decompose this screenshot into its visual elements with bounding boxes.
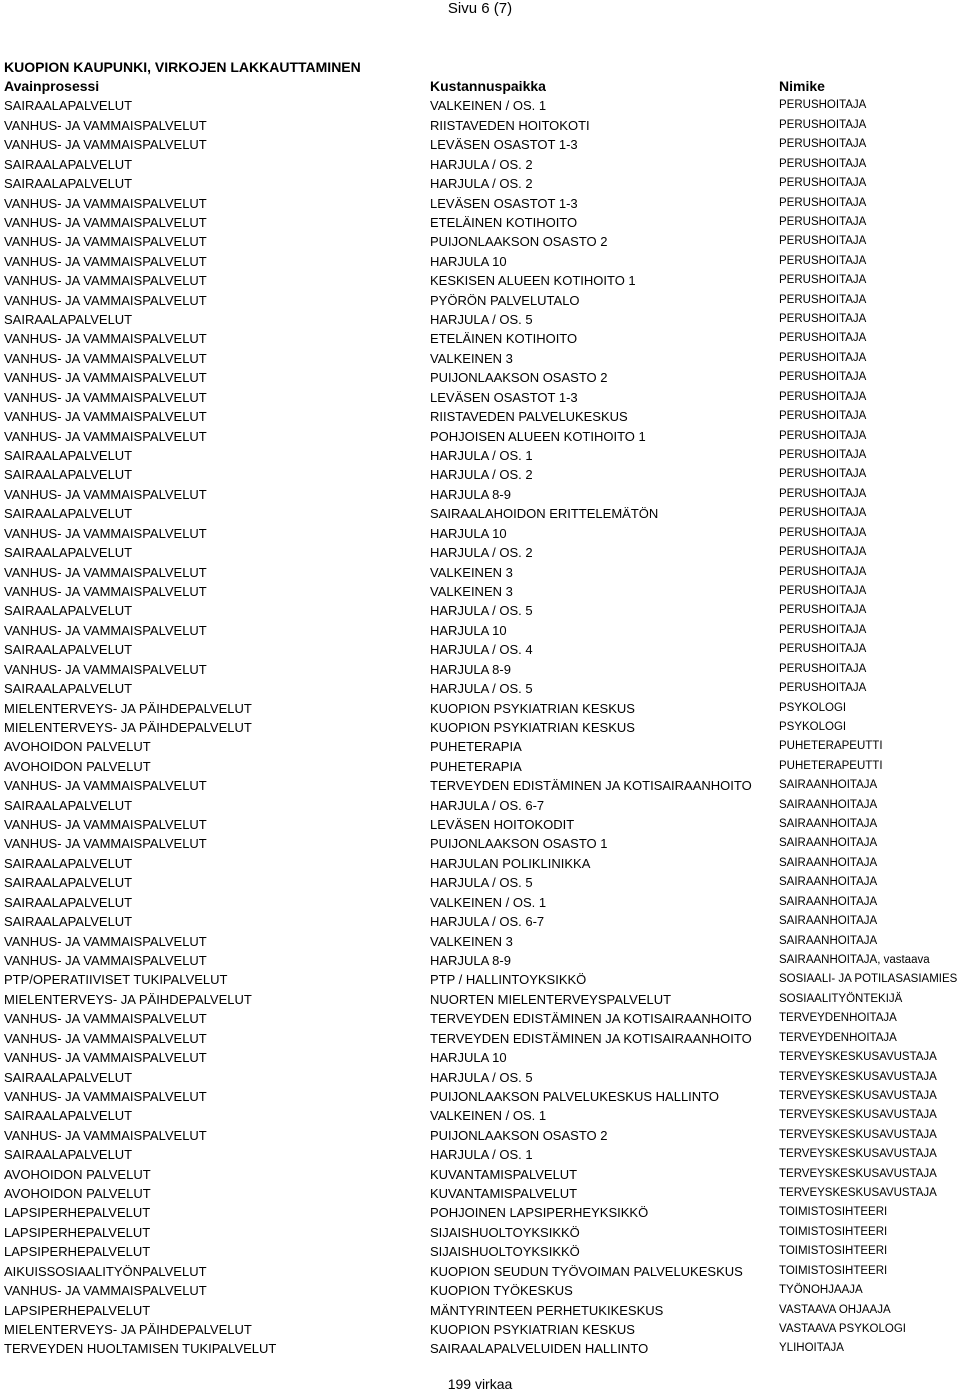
column-header-process: Avainprosessi: [4, 78, 100, 94]
cell-cost-center: VALKEINEN / OS. 1: [430, 894, 547, 910]
cell-cost-center: HARJULA / OS. 5: [430, 312, 533, 328]
cell-title: PERUSHOITAJA: [779, 390, 867, 403]
cell-process: VANHUS- JA VAMMAISPALVELUT: [4, 564, 207, 580]
table-row: [4, 368, 960, 387]
cell-process: SAIRAALAPALVELUT: [4, 603, 133, 619]
cell-process: VANHUS- JA VAMMAISPALVELUT: [4, 1127, 207, 1143]
table-row: [4, 621, 960, 640]
cell-title: VASTAAVA OHJAAJA: [779, 1303, 891, 1316]
positions-table: [4, 77, 960, 1359]
cell-process: VANHUS- JA VAMMAISPALVELUT: [4, 195, 207, 211]
cell-title: TOIMISTOSIHTEERI: [779, 1206, 888, 1219]
cell-title: PSYKOLOGI: [779, 720, 847, 733]
cell-cost-center: PUIJONLAAKSON PALVELUKESKUS HALLINTO: [430, 1088, 719, 1104]
cell-cost-center: HARJULA 10: [430, 1050, 507, 1066]
table-row: [4, 776, 960, 795]
cell-process: VANHUS- JA VAMMAISPALVELUT: [4, 1283, 207, 1299]
cell-process: AVOHOIDON PALVELUT: [4, 1186, 151, 1202]
table-row: [4, 96, 960, 115]
table-row: [4, 1301, 960, 1320]
cell-process: VANHUS- JA VAMMAISPALVELUT: [4, 292, 207, 308]
cell-cost-center: KUOPION TYÖKESKUS: [430, 1283, 573, 1299]
cell-title: TERVEYSKESKUSAVUSTAJA: [779, 1109, 937, 1122]
cell-process: LAPSIPERHEPALVELUT: [4, 1205, 151, 1221]
table-row: [4, 932, 960, 951]
cell-title: SOSIAALITYÖNTEKIJÄ: [779, 992, 903, 1005]
cell-cost-center: HARJULA / OS. 5: [430, 1069, 533, 1085]
cell-title: PERUSHOITAJA: [779, 604, 867, 617]
table-row: [4, 135, 960, 154]
table-row: [4, 1242, 960, 1261]
column-header-cost-center: Kustannuspaikka: [430, 78, 546, 94]
cell-cost-center: SIJAISHUOLTOYKSIKKÖ: [430, 1224, 580, 1240]
cell-process: VANHUS- JA VAMMAISPALVELUT: [4, 389, 207, 405]
cell-process: LAPSIPERHEPALVELUT: [4, 1244, 151, 1260]
cell-title: SAIRAANHOITAJA: [779, 798, 878, 811]
cell-cost-center: VALKEINEN 3: [430, 564, 513, 580]
table-row: [4, 1029, 960, 1048]
cell-title: SAIRAANHOITAJA: [779, 818, 878, 831]
table-row: [4, 446, 960, 465]
table-row: [4, 1068, 960, 1087]
cell-process: VANHUS- JA VAMMAISPALVELUT: [4, 214, 207, 230]
cell-process: MIELENTERVEYS- JA PÄIHDEPALVELUT: [4, 991, 252, 1007]
cell-cost-center: VALKEINEN 3: [430, 583, 513, 599]
cell-title: SAIRAANHOITAJA: [779, 895, 878, 908]
cell-cost-center: TERVEYDEN EDISTÄMINEN JA KOTISAIRAANHOITO: [430, 778, 752, 794]
cell-cost-center: LEVÄSEN HOITOKODIT: [430, 817, 575, 833]
cell-cost-center: PTP / HALLINTOYKSIKKÖ: [430, 972, 587, 988]
cell-process: SAIRAALAPALVELUT: [4, 797, 133, 813]
cell-cost-center: KESKISEN ALUEEN KOTIHOITO 1: [430, 273, 636, 289]
cell-cost-center: VALKEINEN 3: [430, 933, 513, 949]
table-row: [4, 970, 960, 989]
cell-process: VANHUS- JA VAMMAISPALVELUT: [4, 622, 207, 638]
page-number: Sivu 6 (7): [447, 0, 513, 17]
cell-cost-center: SIJAISHUOLTOYKSIKKÖ: [430, 1244, 580, 1260]
cell-process: SAIRAALAPALVELUT: [4, 1108, 133, 1124]
cell-cost-center: TERVEYDEN EDISTÄMINEN JA KOTISAIRAANHOITO: [430, 1011, 752, 1027]
table-row: [4, 1262, 960, 1281]
cell-process: VANHUS- JA VAMMAISPALVELUT: [4, 836, 207, 852]
cell-title: PERUSHOITAJA: [779, 177, 867, 190]
table-row: [4, 388, 960, 407]
cell-cost-center: HARJULA 10: [430, 622, 507, 638]
cell-title: PERUSHOITAJA: [779, 546, 867, 559]
cell-cost-center: LEVÄSEN OSASTOT 1-3: [430, 195, 578, 211]
table-row: [4, 271, 960, 290]
cell-cost-center: PUIJONLAAKSON OSASTO 2: [430, 370, 608, 386]
total-count: 199 virkaa: [447, 1376, 513, 1392]
table-body: [4, 96, 960, 1358]
cell-process: SAIRAALAPALVELUT: [4, 1147, 133, 1163]
cell-cost-center: HARJULA / OS. 4: [430, 642, 533, 658]
cell-process: AVOHOIDON PALVELUT: [4, 1166, 151, 1182]
table-row: [4, 1184, 960, 1203]
cell-cost-center: HARJULA / OS. 5: [430, 603, 533, 619]
cell-process: SAIRAALAPALVELUT: [4, 176, 133, 192]
table-row: [4, 349, 960, 368]
cell-title: PERUSHOITAJA: [779, 99, 867, 112]
table-row: [4, 834, 960, 853]
cell-cost-center: PUHETERAPIA: [430, 758, 522, 774]
cell-cost-center: VALKEINEN 3: [430, 350, 513, 366]
cell-title: PERUSHOITAJA: [779, 623, 867, 636]
cell-cost-center: HARJULA 8-9: [430, 486, 511, 502]
cell-process: SAIRAALAPALVELUT: [4, 642, 133, 658]
table-row: [4, 1281, 960, 1300]
cell-title: SAIRAANHOITAJA: [779, 837, 878, 850]
cell-process: AVOHOIDON PALVELUT: [4, 758, 151, 774]
table-row: [4, 504, 960, 523]
cell-cost-center: TERVEYDEN EDISTÄMINEN JA KOTISAIRAANHOITO: [430, 1030, 752, 1046]
cell-process: PTP/OPERATIIVISET TUKIPALVELUT: [4, 972, 228, 988]
cell-process: MIELENTERVEYS- JA PÄIHDEPALVELUT: [4, 1322, 252, 1337]
cell-title: PERUSHOITAJA: [779, 487, 867, 500]
cell-title: PERUSHOITAJA: [779, 410, 867, 423]
cell-process: VANHUS- JA VAMMAISPALVELUT: [4, 661, 207, 677]
table-row: [4, 252, 960, 271]
cell-title: PERUSHOITAJA: [779, 526, 867, 539]
cell-process: SAIRAALAPALVELUT: [4, 855, 133, 871]
cell-process: SAIRAALAPALVELUT: [4, 467, 133, 483]
cell-process: VANHUS- JA VAMMAISPALVELUT: [4, 486, 207, 502]
cell-process: VANHUS- JA VAMMAISPALVELUT: [4, 137, 207, 153]
table-row: [4, 1087, 960, 1106]
table-row: [4, 873, 960, 892]
cell-title: TOIMISTOSIHTEERI: [779, 1245, 888, 1258]
table-row: [4, 407, 960, 426]
table-row: [4, 174, 960, 193]
cell-title: PERUSHOITAJA: [779, 332, 867, 345]
cell-cost-center: ETELÄINEN KOTIHOITO: [430, 331, 578, 347]
table-row: [4, 1106, 960, 1125]
cell-process: SAIRAALAPALVELUT: [4, 1069, 133, 1085]
table-row: [4, 1126, 960, 1145]
cell-process: AIKUISSOSIAALITYÖNPALVELUT: [4, 1263, 207, 1279]
cell-title: PUHETERAPEUTTI: [779, 740, 883, 753]
table-row: [4, 427, 960, 446]
cell-title: TERVEYSKESKUSAVUSTAJA: [779, 1187, 937, 1200]
cell-process: VANHUS- JA VAMMAISPALVELUT: [4, 234, 207, 250]
table-row: [4, 194, 960, 213]
table-row: [4, 232, 960, 251]
table-row: [4, 1223, 960, 1242]
cell-process: VANHUS- JA VAMMAISPALVELUT: [4, 409, 207, 425]
cell-process: VANHUS- JA VAMMAISPALVELUT: [4, 933, 207, 949]
cell-cost-center: PUHETERAPIA: [430, 739, 522, 755]
cell-cost-center: VALKEINEN / OS. 1: [430, 1108, 547, 1124]
table-row: [4, 757, 960, 776]
cell-cost-center: RIISTAVEDEN PALVELUKESKUS: [430, 409, 628, 425]
table-row: [4, 1145, 960, 1164]
table-row: [4, 1203, 960, 1222]
cell-process: VANHUS- JA VAMMAISPALVELUT: [4, 952, 207, 968]
cell-cost-center: POHJOISEN ALUEEN KOTIHOITO 1: [430, 428, 646, 444]
table-row: [4, 543, 960, 562]
table-row: [4, 737, 960, 756]
cell-title: TERVEYSKESKUSAVUSTAJA: [779, 1070, 937, 1083]
cell-cost-center: HARJULA / OS. 2: [430, 467, 533, 483]
table-row: [4, 854, 960, 873]
cell-cost-center: HARJULA 10: [430, 525, 507, 541]
cell-process: VANHUS- JA VAMMAISPALVELUT: [4, 1030, 207, 1046]
cell-process: SAIRAALAPALVELUT: [4, 875, 133, 891]
cell-process: VANHUS- JA VAMMAISPALVELUT: [4, 525, 207, 541]
table-row: [4, 563, 960, 582]
cell-process: SAIRAALAPALVELUT: [4, 448, 133, 464]
cell-cost-center: PUIJONLAAKSON OSASTO 2: [430, 1127, 608, 1143]
table-row: [4, 485, 960, 504]
cell-process: VANHUS- JA VAMMAISPALVELUT: [4, 778, 207, 794]
cell-cost-center: SAIRAALAPALVELUIDEN HALLINTO: [430, 1341, 649, 1357]
cell-process: MIELENTERVEYS- JA PÄIHDEPALVELUT: [4, 719, 252, 735]
table-row: [4, 116, 960, 135]
table-row: [4, 640, 960, 659]
cell-title: TOIMISTOSIHTEERI: [779, 1225, 888, 1238]
cell-cost-center: HARJULA 8-9: [430, 952, 511, 968]
cell-process: VANHUS- JA VAMMAISPALVELUT: [4, 583, 207, 599]
cell-cost-center: MÄNTYRINTEEN PERHETUKIKESKUS: [430, 1302, 664, 1318]
cell-cost-center: VALKEINEN / OS. 1: [430, 98, 547, 114]
table-row: [4, 582, 960, 601]
cell-title: TERVEYSKESKUSAVUSTAJA: [779, 1089, 937, 1102]
cell-process: TERVEYDEN HUOLTAMISEN TUKIPALVELUT: [4, 1341, 277, 1357]
table-row: [4, 524, 960, 543]
cell-cost-center: HARJULA 10: [430, 253, 507, 269]
cell-title: PERUSHOITAJA: [779, 429, 867, 442]
cell-title: PERUSHOITAJA: [779, 584, 867, 597]
cell-title: PERUSHOITAJA: [779, 138, 867, 151]
cell-cost-center: PUIJONLAAKSON OSASTO 2: [430, 234, 608, 250]
cell-process: SAIRAALAPALVELUT: [4, 894, 133, 910]
cell-process: SAIRAALAPALVELUT: [4, 681, 133, 697]
table-row: [4, 660, 960, 679]
cell-title: TERVEYSKESKUSAVUSTAJA: [779, 1148, 937, 1161]
cell-cost-center: ETELÄINEN KOTIHOITO: [430, 214, 578, 230]
cell-cost-center: LEVÄSEN OSASTOT 1-3: [430, 137, 578, 153]
table-row: [4, 796, 960, 815]
cell-title: VASTAAVA PSYKOLOGI: [779, 1323, 906, 1335]
table-row: [4, 718, 960, 737]
cell-cost-center: HARJULAN POLIKLINIKKA: [430, 855, 591, 871]
cell-title: SAIRAANHOITAJA: [779, 915, 878, 928]
cell-cost-center: HARJULA / OS. 5: [430, 875, 533, 891]
table-row: [4, 1009, 960, 1028]
cell-process: VANHUS- JA VAMMAISPALVELUT: [4, 350, 207, 366]
cell-title: PERUSHOITAJA: [779, 351, 867, 364]
cell-cost-center: RIISTAVEDEN HOITOKOTI: [430, 117, 590, 133]
table-row: [4, 601, 960, 620]
cell-process: VANHUS- JA VAMMAISPALVELUT: [4, 273, 207, 289]
cell-cost-center: SAIRAALAHOIDON ERITTELEMÄTÖN: [430, 506, 659, 522]
cell-title: PERUSHOITAJA: [779, 507, 867, 520]
cell-title: PERUSHOITAJA: [779, 371, 867, 384]
cell-title: PERUSHOITAJA: [779, 565, 867, 578]
cell-process: LAPSIPERHEPALVELUT: [4, 1224, 151, 1240]
cell-title: PERUSHOITAJA: [779, 449, 867, 462]
table-header-row: [4, 77, 960, 96]
cell-title: PSYKOLOGI: [779, 701, 847, 714]
table-row: [4, 912, 960, 931]
table-row: [4, 310, 960, 329]
cell-title: SAIRAANHOITAJA: [779, 934, 878, 947]
cell-process: VANHUS- JA VAMMAISPALVELUT: [4, 331, 207, 347]
cell-cost-center: KUOPION SEUDUN TYÖVOIMAN PALVELUKESKUS: [430, 1263, 743, 1279]
cell-process: SAIRAALAPALVELUT: [4, 506, 133, 522]
cell-title: TERVEYDENHOITAJA: [779, 1031, 897, 1044]
cell-process: VANHUS- JA VAMMAISPALVELUT: [4, 370, 207, 386]
cell-title: PERUSHOITAJA: [779, 157, 867, 170]
cell-process: SAIRAALAPALVELUT: [4, 545, 133, 561]
cell-process: AVOHOIDON PALVELUT: [4, 739, 151, 755]
cell-process: MIELENTERVEYS- JA PÄIHDEPALVELUT: [4, 700, 252, 716]
cell-process: LAPSIPERHEPALVELUT: [4, 1302, 151, 1318]
cell-title: PERUSHOITAJA: [779, 235, 867, 248]
column-header-title: Nimike: [779, 78, 825, 94]
cell-title: SAIRAANHOITAJA, vastaava: [779, 953, 930, 966]
cell-process: VANHUS- JA VAMMAISPALVELUT: [4, 1011, 207, 1027]
table-row: [4, 1339, 960, 1358]
cell-cost-center: LEVÄSEN OSASTOT 1-3: [430, 389, 578, 405]
cell-title: SAIRAANHOITAJA: [779, 856, 878, 869]
cell-title: PERUSHOITAJA: [779, 274, 867, 287]
table-row: [4, 815, 960, 834]
table-row: [4, 990, 960, 1009]
cell-cost-center: KUOPION PSYKIATRIAN KESKUS: [430, 719, 635, 735]
cell-process: SAIRAALAPALVELUT: [4, 914, 133, 930]
cell-title: TERVEYSKESKUSAVUSTAJA: [779, 1167, 937, 1180]
cell-cost-center: KUOPION PSYKIATRIAN KESKUS: [430, 700, 635, 716]
cell-title: PERUSHOITAJA: [779, 196, 867, 209]
cell-cost-center: PUIJONLAAKSON OSASTO 1: [430, 836, 608, 852]
table-row: [4, 465, 960, 484]
cell-title: TERVEYDENHOITAJA: [779, 1012, 897, 1025]
cell-cost-center: HARJULA / OS. 2: [430, 545, 533, 561]
cell-process: VANHUS- JA VAMMAISPALVELUT: [4, 253, 207, 269]
cell-cost-center: KUOPION PSYKIATRIAN KESKUS: [430, 1322, 635, 1337]
cell-title: PERUSHOITAJA: [779, 468, 867, 481]
table-row: [4, 155, 960, 174]
table-row: [4, 951, 960, 970]
cell-title: YLIHOITAJA: [779, 1342, 844, 1355]
cell-title: PERUSHOITAJA: [779, 215, 867, 228]
cell-cost-center: KUVANTAMISPALVELUT: [430, 1166, 578, 1182]
cell-process: SAIRAALAPALVELUT: [4, 156, 133, 172]
cell-title: SAIRAANHOITAJA: [779, 779, 878, 792]
cell-cost-center: HARJULA / OS. 1: [430, 448, 533, 464]
cell-cost-center: KUVANTAMISPALVELUT: [430, 1186, 578, 1202]
table-row: [4, 679, 960, 698]
cell-process: VANHUS- JA VAMMAISPALVELUT: [4, 428, 207, 444]
cell-title: PERUSHOITAJA: [779, 118, 867, 131]
cell-cost-center: HARJULA / OS. 6-7: [430, 914, 545, 930]
cell-cost-center: NUORTEN MIELENTERVEYSPALVELUT: [430, 991, 672, 1007]
cell-process: VANHUS- JA VAMMAISPALVELUT: [4, 117, 207, 133]
cell-process: SAIRAALAPALVELUT: [4, 312, 133, 328]
cell-cost-center: HARJULA / OS. 6-7: [430, 797, 545, 813]
table-row: [4, 1320, 960, 1339]
table-row: [4, 329, 960, 348]
cell-title: TOIMISTOSIHTEERI: [779, 1264, 888, 1277]
cell-cost-center: HARJULA 8-9: [430, 661, 511, 677]
cell-title: PUHETERAPEUTTI: [779, 759, 883, 772]
cell-title: TERVEYSKESKUSAVUSTAJA: [779, 1051, 937, 1064]
table-row: [4, 893, 960, 912]
table-row: [4, 699, 960, 718]
cell-title: PERUSHOITAJA: [779, 313, 867, 326]
cell-process: SAIRAALAPALVELUT: [4, 98, 133, 114]
cell-process: VANHUS- JA VAMMAISPALVELUT: [4, 1050, 207, 1066]
cell-cost-center: HARJULA / OS. 2: [430, 156, 533, 172]
table-row: [4, 213, 960, 232]
cell-title: TERVEYSKESKUSAVUSTAJA: [779, 1128, 937, 1141]
cell-title: PERUSHOITAJA: [779, 293, 867, 306]
cell-cost-center: PYÖRÖN PALVELUTALO: [430, 292, 580, 308]
cell-title: PERUSHOITAJA: [779, 643, 867, 656]
cell-title: SAIRAANHOITAJA: [779, 876, 878, 889]
table-row: [4, 291, 960, 310]
table-row: [4, 1048, 960, 1067]
cell-title: TYÖNOHJAAJA: [779, 1284, 863, 1297]
cell-cost-center: POHJOINEN LAPSIPERHEYKSIKKÖ: [430, 1205, 649, 1221]
cell-process: VANHUS- JA VAMMAISPALVELUT: [4, 817, 207, 833]
cell-process: VANHUS- JA VAMMAISPALVELUT: [4, 1088, 207, 1104]
document-title: KUOPION KAUPUNKI, VIRKOJEN LAKKAUTTAMINEN: [4, 59, 361, 75]
cell-title: PERUSHOITAJA: [779, 662, 867, 675]
cell-cost-center: HARJULA / OS. 1: [430, 1147, 533, 1163]
cell-title: PERUSHOITAJA: [779, 254, 867, 267]
cell-title: PERUSHOITAJA: [779, 682, 867, 695]
table-row: [4, 1165, 960, 1184]
cell-cost-center: HARJULA / OS. 2: [430, 176, 533, 192]
cell-cost-center: HARJULA / OS. 5: [430, 681, 533, 697]
cell-title: SOSIAALI- JA POTILASASIAMIES: [779, 973, 958, 986]
